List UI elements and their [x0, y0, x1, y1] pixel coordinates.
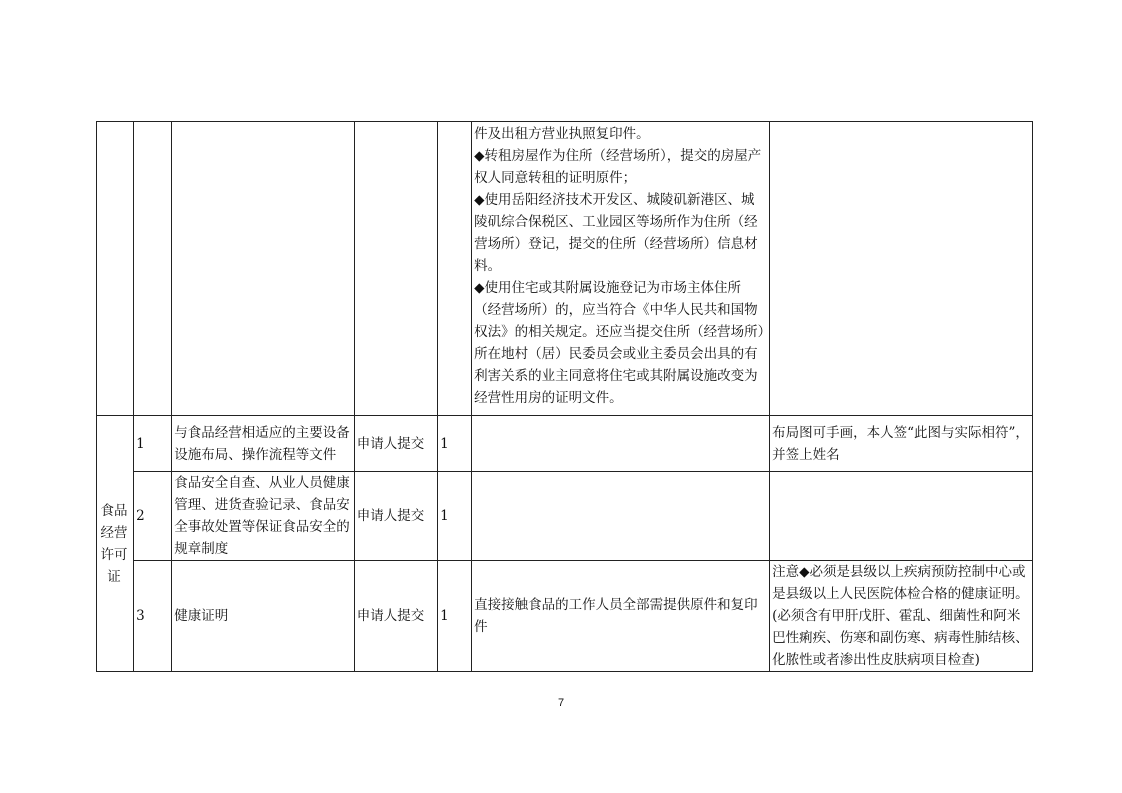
- item-count: 1: [438, 472, 472, 561]
- source-cell-empty: [354, 122, 437, 416]
- page-number: 7: [557, 697, 565, 709]
- table-row-item-2: [97, 472, 1033, 561]
- category-cell-empty: [97, 122, 134, 416]
- remark-cell-empty: [770, 122, 1033, 416]
- item-count: 1: [438, 416, 472, 472]
- item-number: 2: [134, 472, 172, 561]
- requirement-bullet-development-zone: ◆ 使用岳阳经济技术开发区、城陵矶新港区、城陵矶综合保税区、工业园区等场所作为住所（经营场所）登记，提交的住所（经营场所）信息材料。: [474, 189, 767, 277]
- number-cell-empty: [134, 122, 172, 416]
- item-remark: 布局图可手画，本人签“此图与实际相符”，并签上姓名: [770, 416, 1033, 472]
- item-source: 申请人提交: [354, 416, 437, 472]
- item-requirement: [472, 472, 770, 561]
- requirement-bullet-sublease: ◆ 转租房屋作为住所（经营场所），提交的房屋产权人同意转租的证明原件；: [474, 145, 767, 189]
- item-material: 与食品经营相适应的主要设备设施布局、操作流程等文件: [172, 416, 355, 472]
- item-material: 健康证明: [172, 561, 355, 672]
- item-source: 申请人提交: [354, 472, 437, 561]
- materials-table: [96, 121, 1033, 672]
- item-material: 食品安全自查、从业人员健康管理、进货查验记录、食品安全事故处置等保证食品安全的规章制度: [172, 472, 355, 561]
- category-cell: [97, 416, 134, 672]
- count-cell-empty: [438, 122, 472, 416]
- item-remark: 注意◆必须是县级以上疾病预防控制中心或是县级以上人民医院体检合格的健康证明。(必须含有甲肝戊肝、霍乱、细菌性和阿米巴性痢疾、伤寒和副伤寒、病毒性肺结核、化脓性或者渗出性皮肤病项目检查): [770, 561, 1033, 672]
- table-row-item-3: [97, 561, 1033, 672]
- requirement-cell-continuation: [472, 122, 770, 416]
- item-number: 1: [134, 416, 172, 472]
- table-row-continuation: [97, 122, 1033, 416]
- table-row-item-1: [97, 416, 1033, 472]
- category-label: 食品经营许可证: [100, 502, 128, 585]
- item-requirement: [472, 416, 770, 472]
- item-count: 1: [438, 561, 472, 672]
- item-number: 3: [134, 561, 172, 672]
- item-requirement: 直接接触食品的工作人员全部需提供原件和复印件: [472, 561, 770, 672]
- material-cell-empty: [172, 122, 355, 416]
- item-remark: [770, 472, 1033, 561]
- item-source: 申请人提交: [354, 561, 437, 672]
- requirement-line-lease-copy: 件及出租方营业执照复印件。: [474, 126, 650, 142]
- requirement-bullet-residential: ◆ 使用住宅或其附属设施登记为市场主体住所（经营场所）的，应当符合《中华人民共和国物权法》的相关规定。还应当提交住所（经营场所）所在地村（居）民委员会或业主委员会出具的有利害关系的业主同意将住宅或其附属设施改变为经营性用房的证明文件。: [474, 277, 767, 409]
